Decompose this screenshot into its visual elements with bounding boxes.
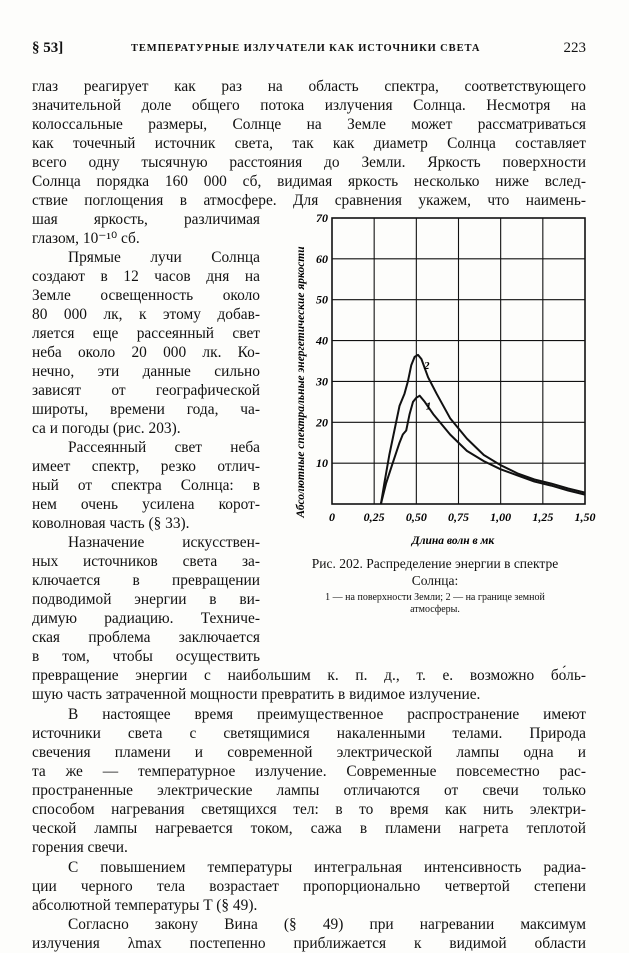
chart-ticks (315, 211, 596, 524)
text-line: Прямые лучи Солнца (68, 249, 260, 266)
x-tick-label: 1,00 (490, 510, 512, 524)
text-line: имеет спектр, резко отлич- (32, 458, 260, 475)
series-label-1: 1 (425, 400, 432, 413)
text-line: та же — температурное излучение. Современные повсеместно рас- (32, 763, 586, 780)
text-line: В настоящее время преимущественное распространение имеют (68, 706, 586, 723)
series-line-1 (381, 396, 585, 504)
text-line: ных источников света за- (32, 553, 260, 570)
x-tick-label: 0,75 (448, 510, 469, 524)
running-header (32, 40, 586, 60)
text-line: пространенные электрические лампы отличаются от свечи только (32, 782, 586, 799)
y-tick-label: 50 (316, 292, 328, 307)
text-line: широты, времени года, ча- (32, 401, 260, 418)
page-number: 223 (563, 40, 586, 56)
text-line: источники света с светящимися накаленными телами. Природа (32, 725, 586, 742)
text-line: Земле освещенность около (32, 287, 260, 304)
text-line: са и погоды (рис. 203). (32, 420, 181, 437)
text-line: нем очень усилена корот- (32, 496, 260, 513)
x-tick-label: 1,25 (532, 510, 554, 524)
text-line: нечно, эти данные сильно (32, 363, 260, 380)
text-line: Назначение искусствен- (68, 534, 260, 551)
y-tick-label: 40 (316, 333, 328, 348)
text-line: ческой лампы нагревается током, сажа в пламени нагрета теплотой (32, 820, 586, 837)
text-line: димую радиацию. Техниче- (32, 610, 260, 627)
text-line: как точечный источник света, так как диаметр Солнца составляет (32, 135, 586, 152)
text-line: ции черного тела возрастает пропорционально четвертой степени (32, 878, 586, 895)
text-line: С повышением температуры интегральная интенсивность радиа- (68, 859, 586, 876)
text-line: шая яркость, различимая (32, 211, 260, 228)
text-line: ская проблема заключается (32, 629, 260, 646)
text-line: значительной доле общего потока излучения Солнца. Несмотря на (32, 97, 586, 114)
text-line: превращение энергии с наибольшим к. п. д., т. е. возможно бо́ль- (32, 667, 586, 684)
y-axis-label: Абсолютные спектральные энергетические яркости (295, 246, 307, 518)
y-tick-label: 60 (316, 251, 328, 266)
text-line: ный от спектра Солнца: в (32, 477, 260, 494)
x-axis-label: Длина волн в мк (411, 535, 495, 547)
text-line: свечения пламени и современной электрической лампы одна и (32, 744, 586, 761)
text-line: подводимой энергии в ви- (32, 591, 260, 608)
figure-caption-legend-cont: атмосферы. (410, 604, 460, 615)
text-line: глазом, 10⁻¹⁰ сб. (32, 230, 140, 247)
text-line: неба около 20 000 лк. Ко- (32, 344, 260, 361)
y-tick-label: 20 (316, 415, 328, 430)
y-tick-label: 30 (316, 374, 328, 389)
text-line: ствие поглощения в атмосфере. Для сравнения укажем, что наимень- (32, 192, 586, 209)
text-line: 80 000 лк, к этому добав- (32, 306, 260, 323)
text-line: горения свечи. (32, 839, 128, 856)
x-tick-label: 0,50 (405, 510, 427, 524)
spectrum-chart (290, 211, 596, 552)
text-line: абсолютной температуры T (§ 49). (32, 897, 258, 914)
text-line: глаз реагирует как раз на область спектра, соответствующего (32, 78, 586, 95)
text-line: излучения λmax постепенно приближается к видимой области (32, 935, 586, 952)
text-line: зависят от географической (32, 382, 260, 399)
y-tick-label: 70 (316, 211, 328, 225)
text-line: создают в 12 часов дня на (32, 268, 260, 285)
figure-caption-legend: 1 — на поверхности Земли; 2 — на границе земной (325, 592, 545, 603)
x-tick-label: 0 (329, 510, 335, 524)
chart-grid (332, 218, 585, 504)
figure-caption-title: Рис. 202. Распределение энергии в спектре (311, 556, 559, 571)
y-tick-label: 10 (316, 456, 328, 471)
series-label-2: 2 (424, 359, 430, 372)
running-title: ТЕМПЕРАТУРНЫЕ ИЗЛУЧАТЕЛИ КАК ИСТОЧНИКИ СВЕТА (131, 43, 481, 54)
text-line: коволновая часть (§ 33). (32, 515, 190, 532)
text-line: способом нагревания светящихся тел: в то время как нить электри- (32, 801, 586, 818)
text-line: колоссальные размеры, Солнце на Земле может рассматриваться (32, 116, 586, 133)
x-tick-label: 1,50 (574, 510, 596, 524)
text-line: Рассеянный свет неба (68, 439, 260, 456)
text-line: ключается в превращении (32, 572, 260, 589)
text-line: в том, чтобы осуществить (32, 648, 260, 665)
figure-caption-title-cont: Солнца: (411, 573, 459, 588)
text-line: всего одну тысячную расстояния до Земли. Яркость поверхности (32, 154, 586, 171)
text-line: Солнца порядка 160 000 сб, видимая яркость несколько ниже вслед- (32, 173, 586, 190)
chart-series (381, 355, 585, 504)
text-line: Согласно закону Вина (§ 49) при нагревании максимум (68, 916, 586, 933)
x-tick-label: 0,25 (363, 510, 385, 524)
section-number: § 53] (32, 40, 64, 56)
text-line: ляется еще рассеянный свет (32, 325, 260, 342)
series-line-2 (381, 355, 585, 504)
text-line: шую часть затраченной мощности превратить в видимое излучение. (32, 686, 481, 703)
